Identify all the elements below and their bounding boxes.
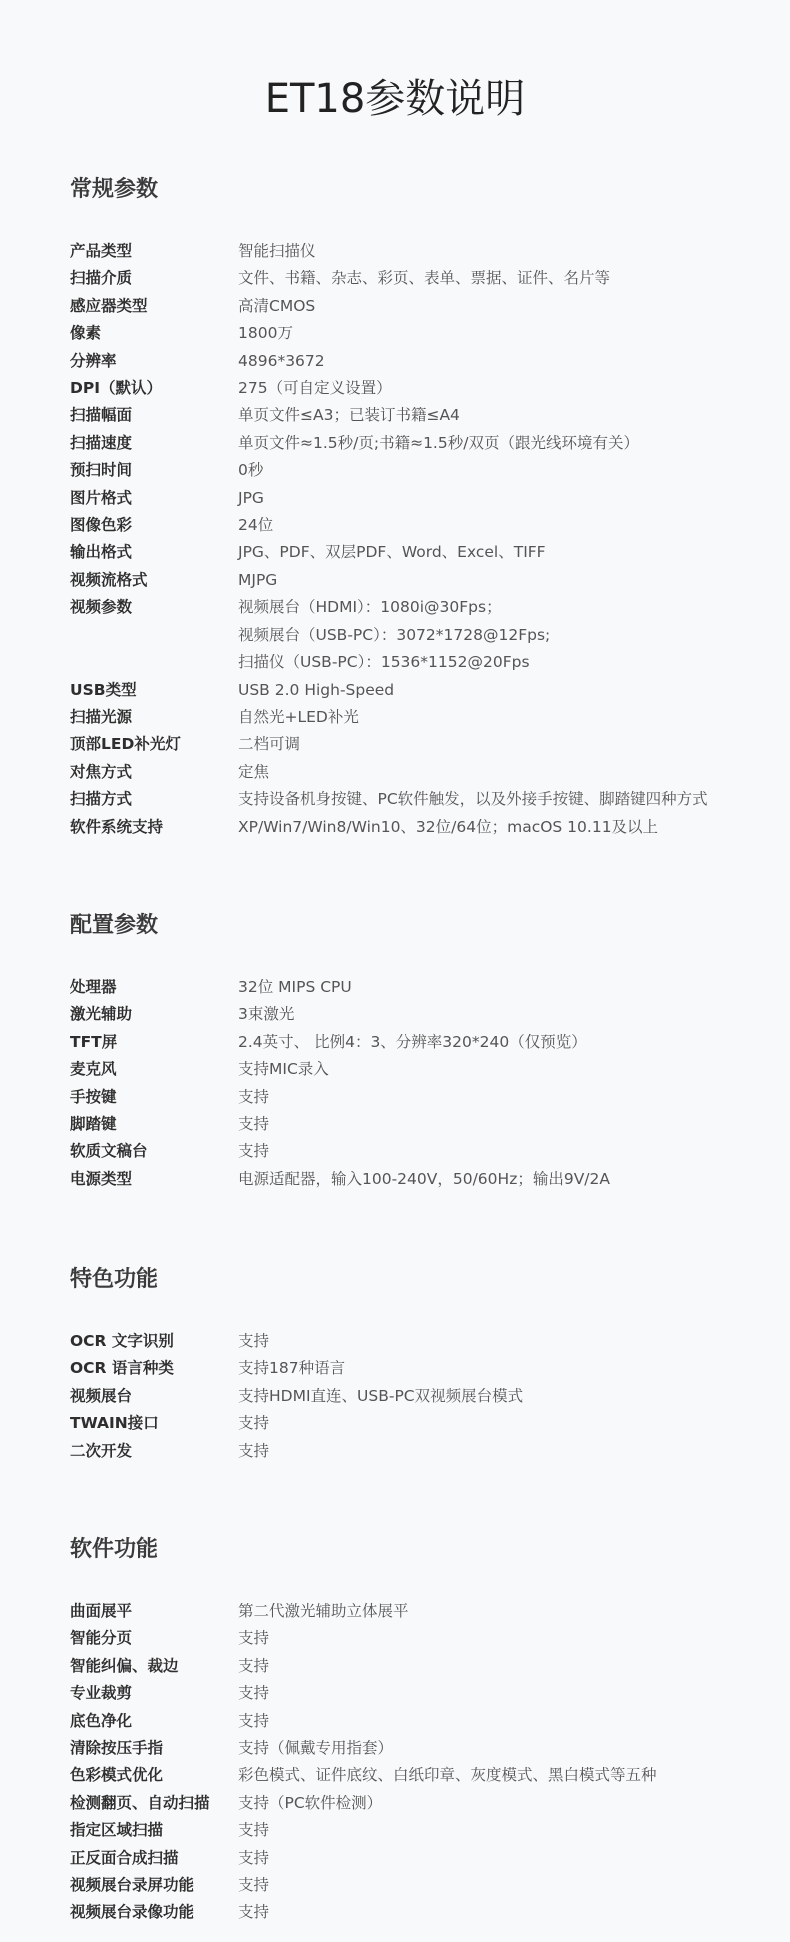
spec-value-line: XP/Win7/Win8/Win10、32位/64位；macOS 10.11及以上 [238,817,659,836]
spec-list [70,1598,770,1927]
spec-value [238,1138,770,1165]
spec-value [238,1029,770,1056]
spec-value [238,1708,770,1735]
spec-row [70,265,770,292]
spec-value-line: 支持HDMI直连、USB-PC双视频展台模式 [238,1386,524,1405]
spec-value-line: 文件、书籍、杂志、彩页、表单、票据、证件、名片等 [238,269,611,288]
spec-value [238,786,770,813]
spec-row [70,1845,770,1872]
spec-value-line: JPG、PDF、双层PDF、Word、Excel、TIFF [238,543,546,562]
spec-label: 脚踏键 [70,1115,117,1134]
spec-row [70,1790,770,1817]
spec-label: 正反面合成扫描 [70,1848,179,1867]
spec-label: 图像色彩 [70,516,133,535]
spec-value-line: 2.4英寸、 比例4：3、分辨率320*240（仅预览） [238,1032,587,1051]
spec-value [238,1680,770,1707]
spec-row [70,539,770,566]
spec-label: 对焦方式 [70,762,133,781]
spec-value-line: 支持 [238,1821,270,1840]
spec-value [238,1845,770,1872]
spec-label: 二次开发 [70,1441,133,1460]
spec-label: TWAIN接口 [70,1414,159,1433]
spec-label: 输出格式 [70,543,133,562]
spec-row [70,1625,770,1652]
spec-value-line: 支持 [238,1115,270,1134]
spec-label: 检测翻页、自动扫描 [70,1793,210,1812]
spec-value [238,402,770,429]
spec-row [70,1872,770,1899]
spec-value-line: 单页文件≤A3；已装订书籍≤A4 [238,406,460,425]
spec-value-line: 支持（佩戴专用指套） [238,1739,394,1758]
spec-label: 软质文稿台 [70,1142,148,1161]
spec-value [238,1598,770,1625]
spec-row [70,814,770,841]
spec-label: 智能分页 [70,1629,133,1648]
spec-label: 色彩模式优化 [70,1766,164,1785]
spec-row [70,238,770,265]
section-config-params [70,908,770,1188]
spec-row [70,1708,770,1735]
spec-value-line: 第二代激光辅助立体展平 [238,1602,409,1620]
page-title: ET18参数说明 [264,75,526,122]
spec-row [70,430,770,457]
spec-value-line: 支持 [238,1876,270,1895]
spec-row [70,677,770,704]
spec-label: TFT屏 [70,1032,118,1051]
spec-value [238,1817,770,1844]
spec-value [238,512,770,539]
spec-value [238,1383,770,1410]
spec-value [238,704,770,731]
spec-row [70,1438,770,1465]
spec-value [238,731,770,758]
spec-value-line: 4896*3672 [238,351,325,370]
spec-label: 预扫时间 [70,461,133,480]
spec-value-line: 24位 [238,516,274,535]
spec-value [238,1625,770,1652]
spec-value-line: 支持 [238,1684,270,1703]
spec-label: 指定区域扫描 [70,1821,164,1840]
spec-label: 智能纠偏、裁边 [70,1656,179,1675]
spec-label: 扫描介质 [70,269,133,288]
spec-row [70,1598,770,1625]
spec-value [238,759,770,786]
spec-label: 视频流格式 [70,570,148,589]
spec-label: 扫描方式 [70,790,133,809]
spec-value-line: 电源适配器，输入100-240V，50/60Hz；输出9V/2A [238,1169,610,1188]
spec-label: 图片格式 [70,488,133,507]
spec-value [238,974,770,1001]
spec-value-line: 视频展台（USB-PC）：3072*1728@12Fps; [238,625,551,644]
spec-value [238,457,770,484]
spec-row [70,457,770,484]
spec-row [70,731,770,758]
spec-label: 专业裁剪 [70,1684,133,1703]
spec-row [70,1166,770,1193]
spec-value [238,1653,770,1680]
spec-label: 手按键 [70,1087,117,1106]
spec-list [70,974,770,1193]
spec-label: 电源类型 [70,1169,133,1188]
spec-value [238,677,770,704]
spec-label: 分辨率 [70,351,117,370]
section-software-functions [70,1532,770,1922]
spec-value [238,1355,770,1382]
spec-row [70,1328,770,1355]
spec-value-line: 扫描仪（USB-PC）：1536*1152@20Fps [238,653,530,672]
spec-value [238,1410,770,1437]
spec-value-line: 支持 [238,1711,270,1730]
spec-value-line: 支持 [238,1629,270,1648]
spec-value-line: MJPG [238,570,278,589]
spec-label: 视频展台 [70,1386,133,1405]
section-features [70,1262,770,1460]
spec-label: 底色净化 [70,1711,133,1730]
section-general-params [70,172,770,836]
spec-value [238,485,770,512]
spec-row [70,402,770,429]
spec-label: 视频展台录屏功能 [70,1876,195,1895]
spec-label: 清除按压手指 [70,1739,164,1758]
spec-label: 扫描光源 [70,707,133,726]
spec-row [70,293,770,320]
spec-row [70,348,770,375]
spec-value [238,1056,770,1083]
spec-value [238,567,770,594]
spec-value [238,293,770,320]
spec-value-line: USB 2.0 High-Speed [238,680,395,699]
spec-label: 顶部LED补光灯 [70,735,181,754]
spec-value [238,1328,770,1355]
spec-value [238,320,770,347]
spec-label: 处理器 [70,978,117,996]
spec-label: 软件系统支持 [70,817,164,836]
spec-value [238,238,770,265]
spec-value-line: 0秒 [238,461,264,480]
spec-value-line: 定焦 [238,762,270,781]
spec-value-line: 支持 [238,1414,270,1433]
spec-row [70,759,770,786]
spec-value-line: 二档可调 [238,735,301,754]
spec-value [238,375,770,402]
spec-row [70,1029,770,1056]
spec-value [238,1001,770,1028]
spec-value [238,1084,770,1111]
spec-value-line: 支持 [238,1848,270,1867]
section-heading: 配置参数 [70,913,159,938]
spec-row [70,1138,770,1165]
spec-row [70,485,770,512]
spec-row [70,1001,770,1028]
spec-value-line: 支持MIC录入 [238,1060,329,1079]
spec-value-line: 275（可自定义设置） [238,379,392,398]
spec-value [238,1438,770,1465]
spec-row [70,786,770,813]
spec-label: 感应器类型 [70,296,148,315]
spec-row [70,704,770,731]
spec-value-line: JPG [238,488,264,507]
spec-label: 曲面展平 [70,1602,133,1620]
spec-value [238,1790,770,1817]
spec-value-line: 支持 [238,1656,270,1675]
spec-row [70,1355,770,1382]
spec-value-line: 支持187种语言 [238,1359,346,1378]
spec-value-line: 32位 MIPS CPU [238,978,352,996]
spec-row [70,375,770,402]
spec-row [70,512,770,539]
spec-value-line: 支持 [238,1332,270,1350]
spec-value-line: 视频展台（HDMI）：1080i@30Fps； [238,598,502,617]
spec-value [238,539,770,566]
spec-value-line: 支持 [238,1903,270,1922]
spec-label: OCR 文字识别 [70,1332,174,1350]
spec-value-line: 智能扫描仪 [238,242,316,260]
spec-list [70,1328,770,1465]
spec-value [238,594,770,676]
spec-row [70,1056,770,1083]
spec-value-line: 单页文件≈1.5秒/页;书籍≈1.5秒/双页（跟光线环境有关） [238,433,639,452]
spec-value-line: 彩色模式、证件底纹、白纸印章、灰度模式、黑白模式等五种 [238,1766,657,1785]
spec-value-line: 高清CMOS [238,296,316,315]
spec-list [70,238,770,841]
spec-row [70,1410,770,1437]
spec-row [70,1817,770,1844]
spec-label: 麦克风 [70,1060,117,1079]
spec-value [238,1735,770,1762]
spec-label: 扫描速度 [70,433,133,452]
spec-value [238,814,770,841]
spec-row [70,1735,770,1762]
spec-value [238,430,770,457]
spec-row [70,1383,770,1410]
section-heading: 软件功能 [70,1537,159,1562]
spec-value [238,1872,770,1899]
spec-row [70,567,770,594]
section-heading: 特色功能 [70,1267,159,1292]
spec-row [70,1111,770,1138]
spec-value [238,265,770,292]
spec-label: 激光辅助 [70,1005,133,1024]
spec-row [70,320,770,347]
spec-value-line: 支持 [238,1087,270,1106]
spec-label: DPI（默认） [70,379,162,398]
spec-label: USB类型 [70,680,137,699]
spec-label: 像素 [70,324,102,343]
spec-label: 视频展台录像功能 [70,1903,195,1922]
spec-value-line: 1800万 [238,324,293,343]
section-heading: 常规参数 [70,177,159,202]
spec-value-line: 支持 [238,1441,270,1460]
spec-value [238,1111,770,1138]
spec-row [70,1680,770,1707]
spec-value [238,348,770,375]
spec-row [70,974,770,1001]
spec-row [70,1762,770,1789]
spec-value [238,1166,770,1193]
spec-value [238,1899,770,1926]
spec-value [238,1762,770,1789]
spec-value-line: 支持（PC软件检测） [238,1793,383,1812]
spec-label: 视频参数 [70,598,133,617]
spec-row [70,594,770,676]
spec-value-line: 支持 [238,1142,270,1161]
spec-row [70,1084,770,1111]
spec-value-line: 自然光+LED补光 [238,707,359,726]
spec-row [70,1899,770,1926]
spec-label: OCR 语言种类 [70,1359,174,1378]
spec-value-line: 支持设备机身按键、PC软件触发，以及外接手按键、脚踏键四种方式 [238,790,708,809]
spec-label: 扫描幅面 [70,406,133,425]
spec-row [70,1653,770,1680]
spec-label: 产品类型 [70,242,133,260]
spec-value-line: 3束激光 [238,1005,295,1024]
